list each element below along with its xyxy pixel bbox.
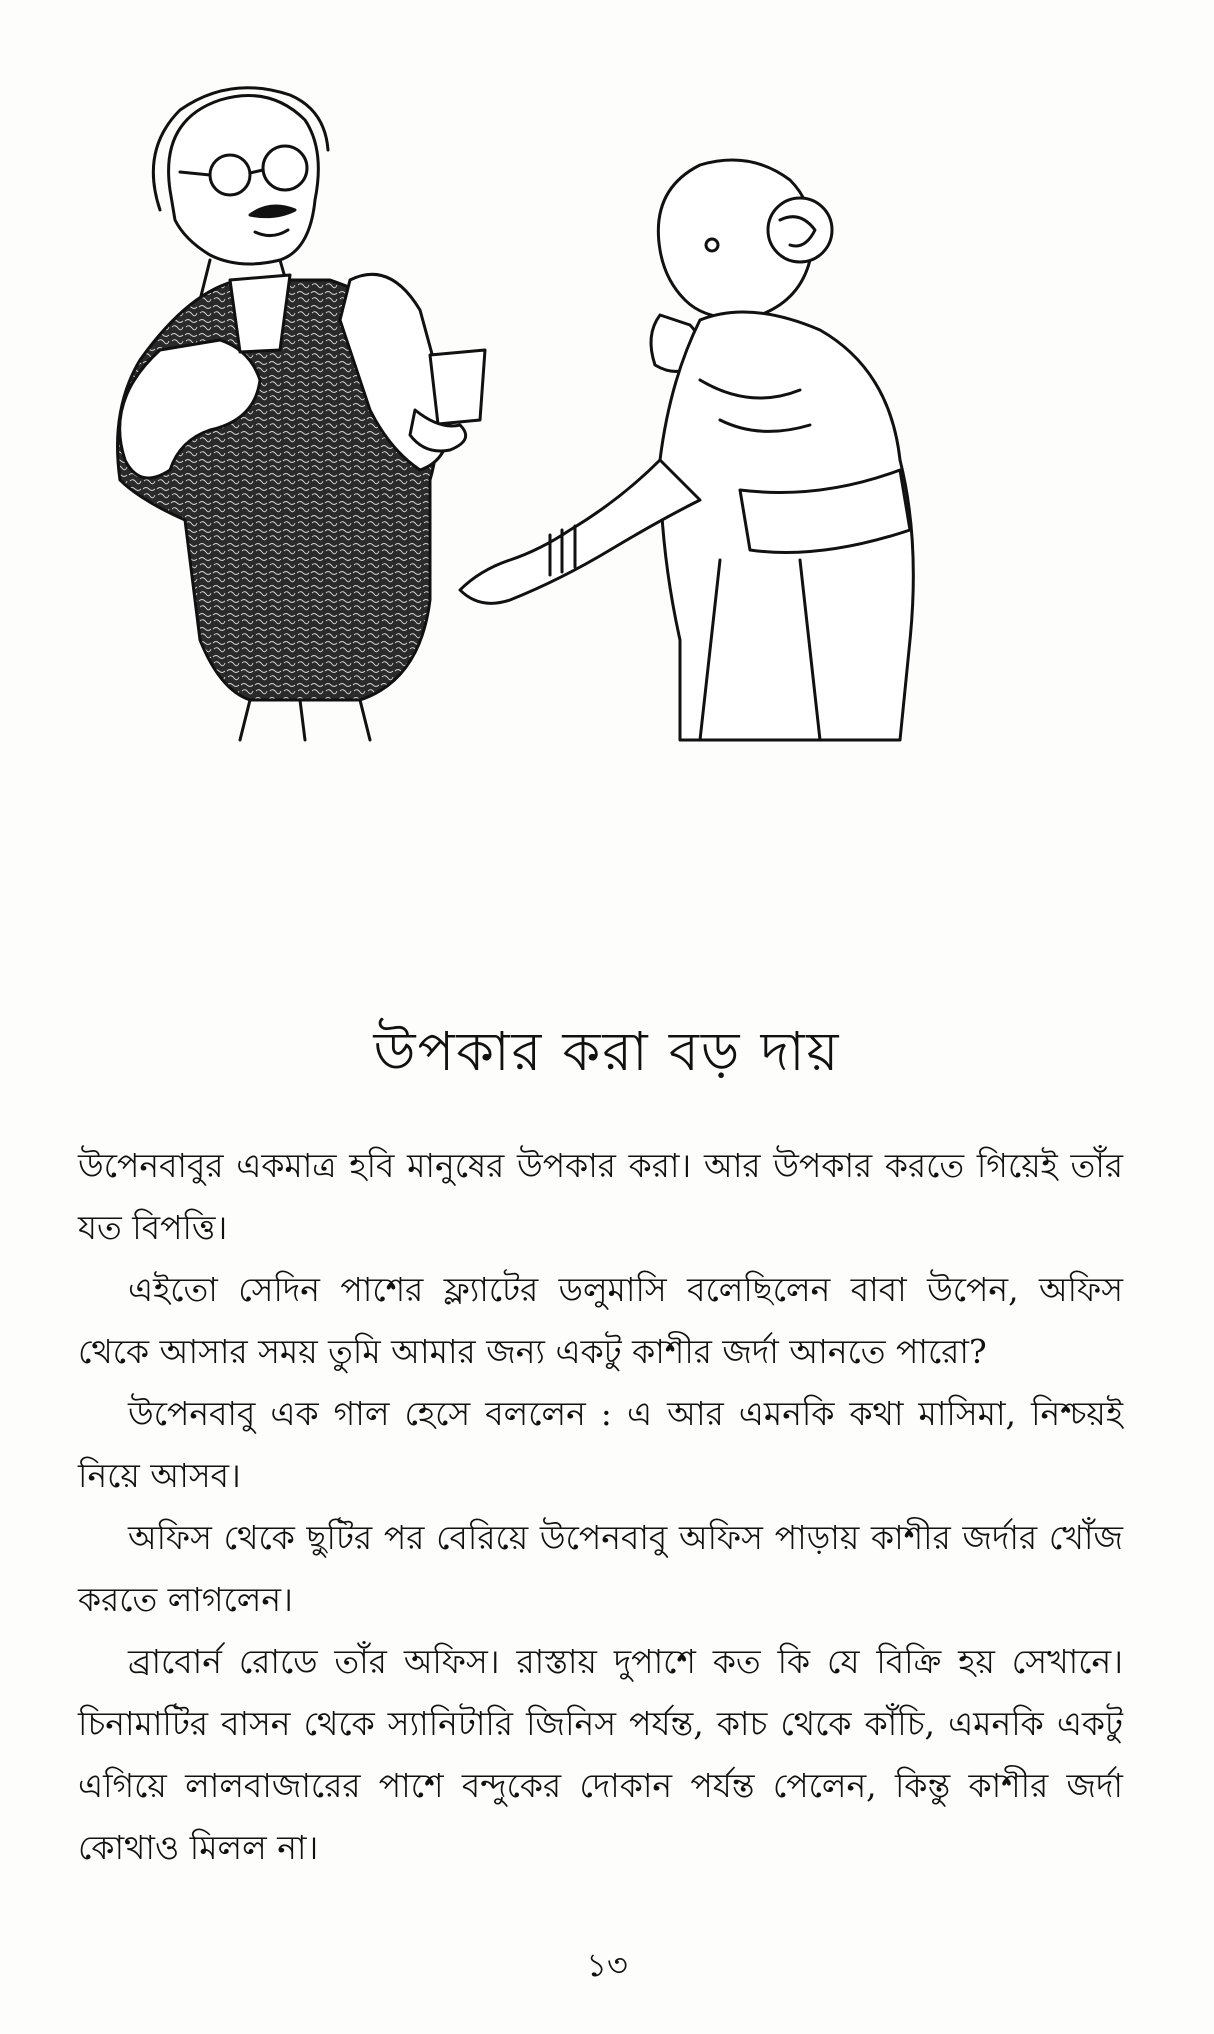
paragraph-1: উপেনবাবুর একমাত্র হবি মানুষের উপকার করা। আর উপকার করতে গিয়েই তাঁর যত বিপত্তি। bbox=[78, 1146, 1123, 1247]
story-body bbox=[78, 1135, 1123, 1879]
page-number: ১৩ bbox=[586, 1946, 628, 1984]
story-title: উপকার করা বড় দায় bbox=[373, 1020, 841, 1083]
paragraph-5: ব্রাবোর্ন রোডে তাঁর অফিস। রাস্তায় দুপাশে কত কি যে বিক্রি হয় সেখানে। চিনামাটির বাসন থেকে স্যানিটারি জিনিস পর্যন্ত, কাচ থেকে কাঁচি, এমনকি একটু এগিয়ে লালবাজারের পাশে বন্দুকের দোকান পর্যন্ত পেলেন, কিন্তু কাশীর জর্দা কোথাও মিলল না। bbox=[78, 1642, 1123, 1867]
glass-right bbox=[430, 350, 485, 424]
paragraph-3: উপেনবাবু এক গাল হেসে বললেন : এ আর এমনকি কথা মাসিমা, নিশ্চয়ই নিয়ে আসব। bbox=[78, 1394, 1123, 1495]
illustration-man-and-woman bbox=[100, 80, 1120, 970]
paragraph-2: এইতো সেদিন পাশের ফ্ল্যাটের ডলুমাসি বলেছিলেন বাবা উপেন, অফিস থেকে আসার সময় তুমি আমার জন্য একটু কাশীর জর্দা আনতে পারো? bbox=[78, 1270, 1123, 1371]
woman-bun bbox=[768, 198, 832, 262]
glass-left bbox=[230, 275, 290, 352]
paragraph-4: অফিস থেকে ছুটির পর বেরিয়ে উপেনবাবু অফিস পাড়ায় কাশীর জর্দার খোঁজ করতে লাগলেন। bbox=[78, 1518, 1123, 1619]
man-head bbox=[169, 96, 319, 265]
